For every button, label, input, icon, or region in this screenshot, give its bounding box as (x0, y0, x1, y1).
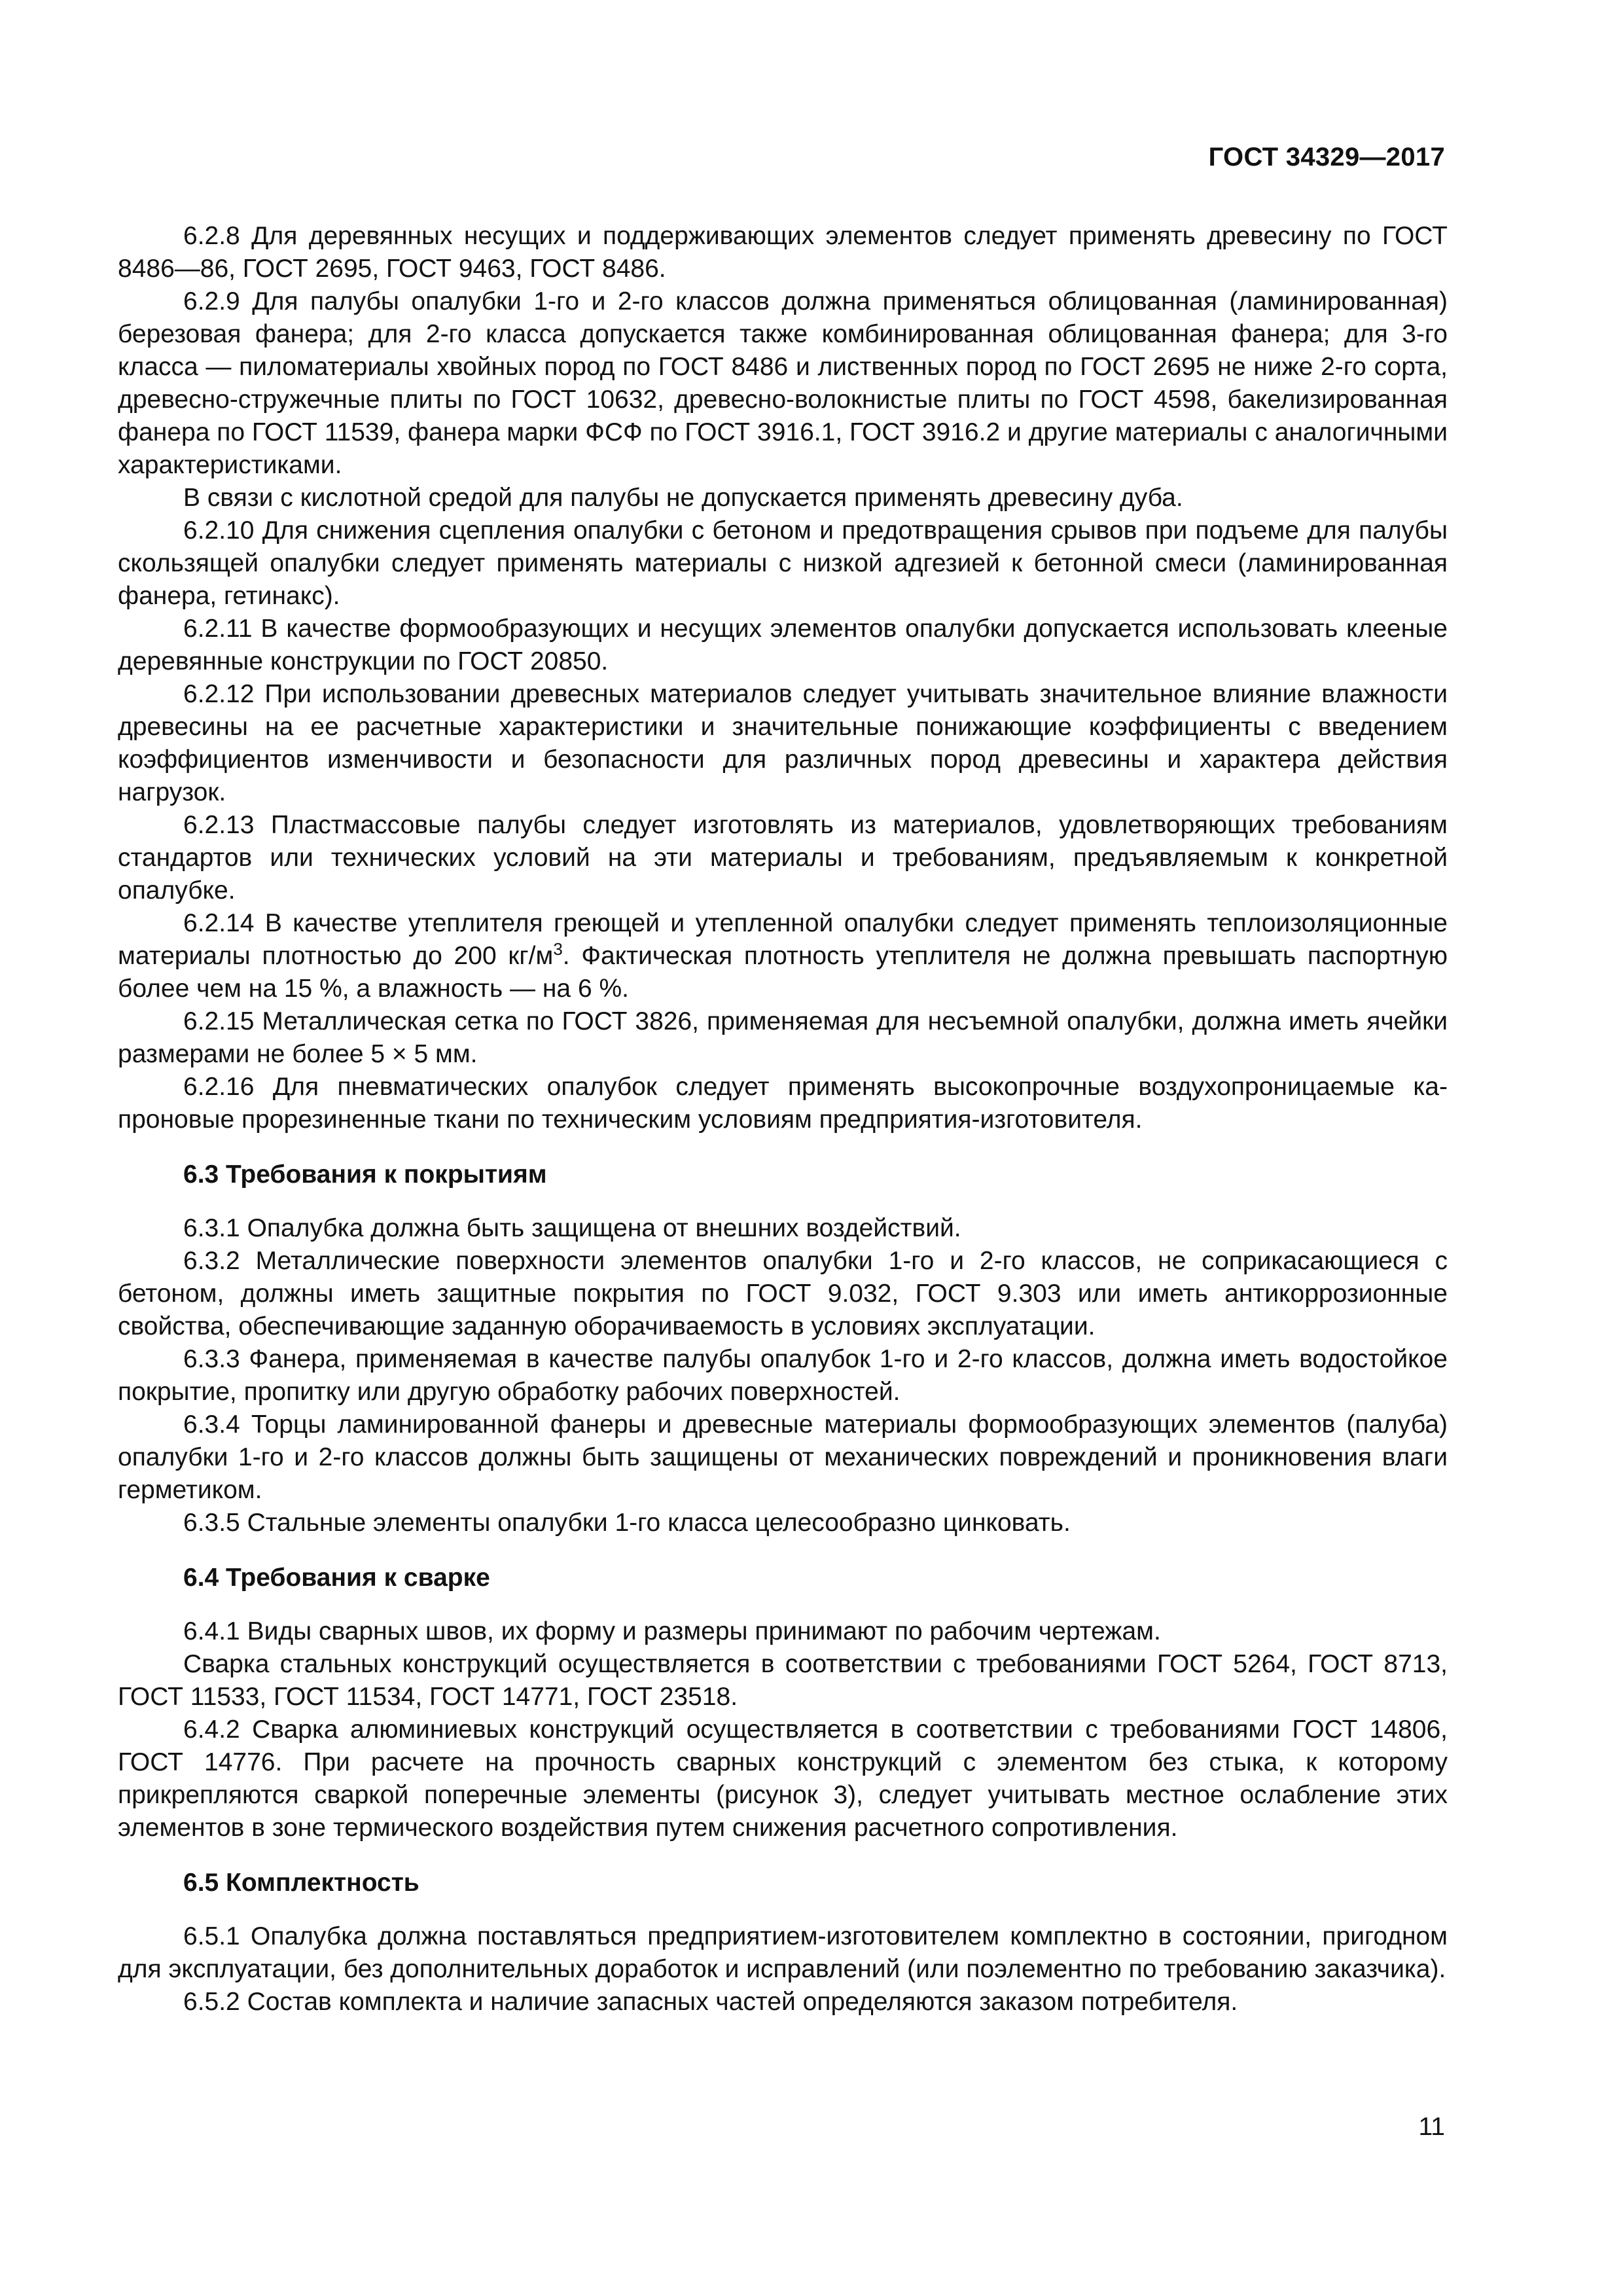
paragraph-6-2-14-text-end: . Фактическая плотность утеплителя не должна превышать паспортную более чем на 15 %, а влажность — на 6 %. (118, 942, 1448, 1003)
paragraph-6-2-13: 6.2.13 Пластмассовые палубы следует изготовлять из материалов, удовлетворяющих требованиям стандартов или технических условий на эти материалы и требованиям, предъявляемым к конкретной опалубке. (118, 811, 1448, 905)
paragraph-6-5-2: 6.5.2 Состав комплекта и наличие запасных частей определяются заказом потребителя. (183, 1988, 1238, 2016)
paragraph-oak-note: В связи с кислотной средой для палубы не допускается применять древесину дуба. (183, 484, 1183, 512)
paragraph-6-4-2: 6.4.2 Сварка алюминиевых конструкций осуществляется в соответствии с требованиями ГОСТ 14806, ГОСТ 14776. При расчете на прочность сварных конструкций с элементом без стыка, к которому прикрепляются сваркой поперечные элементы (рисунок 3), следует учитывать местное ослабление этих элементов в зоне термического воздействия путем снижения расчетного сопротивления. (118, 1715, 1448, 1842)
paragraph-6-2-10: 6.2.10 Для снижения сцепления опалубки с бетоном и предотвращения срывов при подъеме для палубы скользящей опалубки следует применять материалы с низкой адгезией к бетонной смеси (ламинированная фанера, гетинакс). (118, 516, 1448, 610)
paragraph-6-2-8: 6.2.8 Для деревянных несущих и поддерживающих элементов следует применять древесину по ГОСТ 8486—86, ГОСТ 2695, ГОСТ 9463, ГОСТ 8486. (118, 222, 1448, 283)
superscript-cubic: 3 (553, 939, 563, 959)
paragraph-steel-welding: Сварка стальных конструкций осуществляется в соответствии с требованиями ГОСТ 5264, ГОСТ 8713, ГОСТ 11533, ГОСТ 11534, ГОСТ 14771, ГОСТ 23518. (118, 1650, 1448, 1711)
document-body (118, 220, 1448, 2018)
document-header: ГОСТ 34329—2017 (1208, 143, 1445, 171)
paragraph-6-3-2: 6.3.2 Металлические поверхности элементов опалубки 1-го и 2-го классов, не соприкасающиеся с бетоном, должны иметь защитные покрытия по ГОСТ 9.032, ГОСТ 9.303 или иметь антикоррозионные свойства, обеспечивающие заданную оборачиваемость в условиях эксплуатации. (118, 1247, 1448, 1340)
paragraph-6-5-1: 6.5.1 Опалубка должна поставляться предприятием-изготовителем комплектно в состоянии, пригодном для эксплуатации, без дополнительных доработок и исправлений (или поэлементно по требованию заказчика). (118, 1922, 1448, 1983)
paragraph-6-2-9: 6.2.9 Для палубы опалубки 1-го и 2-го классов должна применяться облицованная (ламинированная) березовая фанера; для 2-го класса допускается также комбинированная облицованная фанера; для 3-го класса — пиломатериалы хвойных пород по ГОСТ 8486 и лиственных пород по ГОСТ 2695 не ниже 2-го сорта, древесно-стружечные плиты по ГОСТ 10632, древесно-волокнистые плиты по ГОСТ 4598, бакелизированная фанера по ГОСТ 11539, фанера марки ФСФ по ГОСТ 3916.1, ГОСТ 3916.2 и другие материалы с аналогичными характеристиками. (118, 287, 1448, 479)
page-number: 11 (1418, 2113, 1445, 2141)
paragraph-6-2-16: 6.2.16 Для пневматических опалубок следует применять высокопрочные воздухопроницаемые капроновые прорезиненные ткани по техническим условиям предприятия-изготовителя. (118, 1073, 1448, 1134)
paragraph-6-3-3: 6.3.3 Фанера, применяемая в качестве палубы опалубок 1-го и 2-го классов, должна иметь водостойкое покрытие, пропитку или другую обработку рабочих поверхностей. (118, 1345, 1448, 1406)
heading-6-3: 6.3 Требования к покрытиям (183, 1160, 547, 1189)
paragraph-6-2-15: 6.2.15 Металлическая сетка по ГОСТ 3826, применяемая для несъемной опалубки, должна иметь ячейки размерами не более 5 × 5 мм. (118, 1007, 1448, 1068)
paragraph-6-2-12: 6.2.12 При использовании древесных материалов следует учитывать значительное влияние влажности древесины на ее расчетные характеристики и значительные понижающие коэффициенты с введением коэффициентов изменчивости и безопасности для различных пород древесины и характера действия нагрузок. (118, 680, 1448, 806)
paragraph-6-4-1: 6.4.1 Виды сварных швов, их форму и размеры принимают по рабочим чертежам. (183, 1617, 1161, 1645)
paragraph-6-2-14-text: 6.2.14 В качестве утеплителя греющей и утепленной опалубки следует применять теплоизоляционные материалы плотностью до 200 кг/м (118, 909, 1448, 970)
paragraph-6-2-11: 6.2.11 В качестве формообразующих и несущих элементов опалубки допускается использовать клееные деревянные конструкции по ГОСТ 20850. (118, 615, 1448, 675)
heading-6-4: 6.4 Требования к сварке (183, 1564, 490, 1592)
paragraph-6-3-4: 6.3.4 Торцы ламинированной фанеры и древесные материалы формообразующих элементов (палуба) опалубки 1-го и 2-го классов должны быть защищены от механических повреждений и проникновения влаги герметиком. (118, 1410, 1448, 1504)
paragraph-6-2-14 (118, 907, 1448, 1005)
heading-6-5: 6.5 Комплектность (183, 1869, 419, 1897)
paragraph-6-3-1: 6.3.1 Опалубка должна быть защищена от внешних воздействий. (183, 1214, 961, 1242)
paragraph-6-3-5: 6.3.5 Стальные элементы опалубки 1-го класса целесообразно цинковать. (183, 1509, 1071, 1537)
